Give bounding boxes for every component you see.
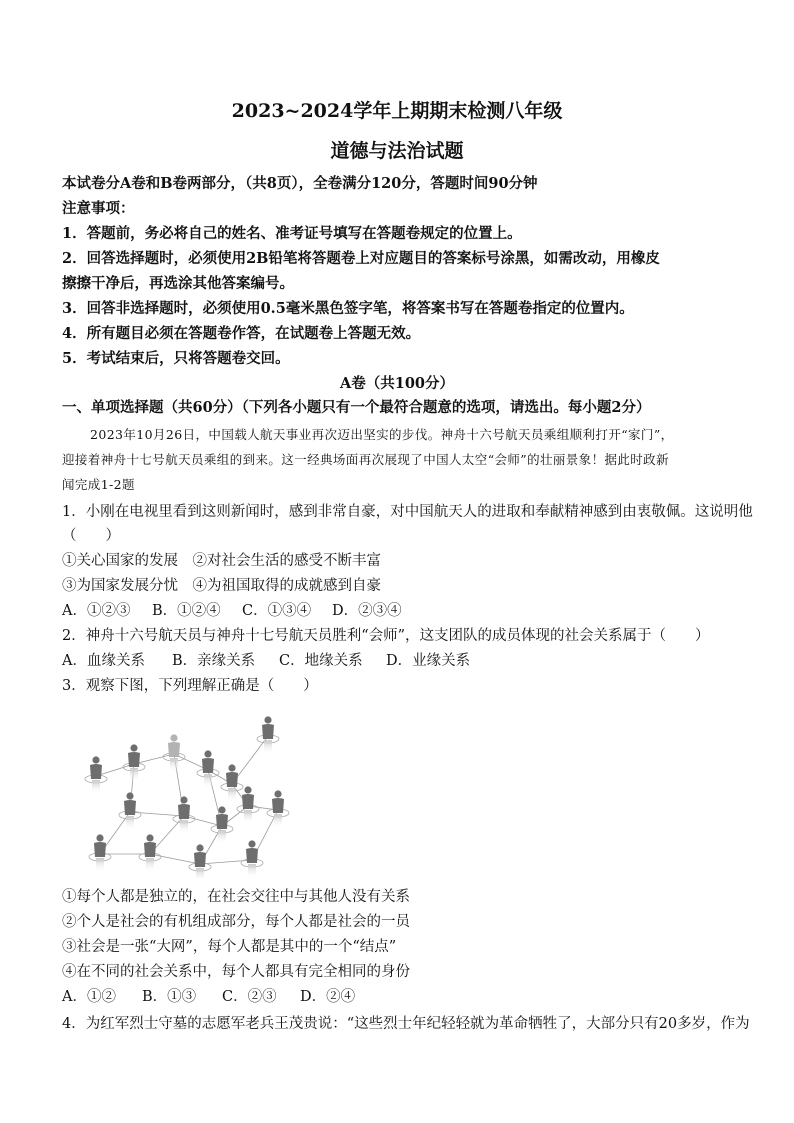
- option-c: C．地缘关系: [279, 653, 363, 669]
- person-figure: [163, 734, 185, 772]
- material-line: 2023年10月26日，中国载人航天事业再次迈出坚实的步伐。神舟十六号航天员乘组顺利打开“家门”，: [90, 427, 674, 442]
- option-b: B．①②④: [152, 603, 221, 619]
- social-network-illustration: [72, 700, 304, 878]
- notice-item: 3．回答非选择题时，必须使用0.5毫米黑色签字笔，将答案书写在答题卷指定的位置内。: [62, 300, 634, 317]
- question-stem: 3．观察下图，下列理解正确是（ ）: [62, 678, 318, 694]
- notice-item: 4．所有题目必须在答题卷作答，在试题卷上答题无效。: [62, 325, 421, 342]
- statement: ③为国家发展分忧 ④为祖国取得的成就感到自豪: [62, 578, 381, 594]
- network-link: [134, 754, 174, 764]
- notice-item: 1．答题前，务必将自己的姓名、准考证号填写在答题卷规定的位置上。: [62, 225, 522, 242]
- question-stem: 1．小刚在电视里看到这则新闻时，感到非常自豪，对中国航天人的进取和奉献精神感到由衷敬佩。这说明他: [62, 504, 753, 520]
- material-line: 迎接着神舟十七号航天员乘组的到来。这一经典场面再次展现了中国人太空“会师”的壮丽景象！据此时政新: [62, 452, 669, 467]
- part-heading: 一、单项选择题（共60分）（下列各小题只有一个最符合题意的选项，请选出。每小题2分）: [62, 399, 651, 416]
- person-figure: [139, 834, 161, 872]
- question-stem: 4．为红军烈士守墓的志愿军老兵王茂贵说：“这些烈士年纪轻轻就为革命牺牲了，大部分只有20多岁，作为: [62, 1016, 750, 1032]
- option-b: B．①③: [142, 989, 197, 1005]
- notice-item: 5．考试结束后，只将答题卷交回。: [62, 350, 290, 367]
- notice-item: 2．回答选择题时，必须使用2B铅笔将答题卷上对应题目的答案标号涂黑，如需改动，用橡皮: [62, 250, 660, 267]
- answer-options: [62, 985, 380, 1006]
- statement: ①每个人都是独立的，在社会交往中与其他人没有关系: [62, 889, 410, 905]
- statement: ①关心国家的发展 ②对社会生活的感受不断丰富: [62, 553, 381, 569]
- notice-heading: 注意事项：: [62, 200, 135, 217]
- statement: ②个人是社会的有机组成部分，每个人都是社会的一员: [62, 914, 410, 930]
- person-figure: [237, 786, 259, 824]
- answer-options: [62, 649, 486, 670]
- person-figure: [257, 716, 279, 754]
- person-figure: [189, 844, 211, 878]
- question-stem: 2．神舟十六号航天员与神舟十七号航天员胜利“会师”，这支团队的成员体现的社会关系属于（ ）: [62, 628, 710, 644]
- option-b: B．亲缘关系: [172, 653, 256, 669]
- option-a: A．①②③: [62, 603, 131, 619]
- section-title: A卷（共100分）: [339, 375, 455, 392]
- exam-subtitle: 道德与法治试题: [330, 140, 464, 162]
- notice-item: 擦擦干净后，再选涂其他答案编号。: [62, 275, 294, 292]
- notice-intro: 本试卷分A卷和B卷两部分，（共8页），全卷满分120分，答题时间90分钟: [62, 175, 538, 192]
- social-network-figure: [72, 700, 304, 878]
- statement: ③社会是一张“大网”，每个人都是其中的一个“结点”: [62, 939, 397, 955]
- option-a: A．血缘关系: [62, 653, 145, 669]
- option-d: D．②③④: [332, 603, 402, 619]
- person-figure: [85, 756, 107, 794]
- answer-options: [62, 599, 422, 620]
- option-a: A．①②: [62, 989, 116, 1005]
- person-figure: [221, 764, 243, 802]
- option-d: D．业缘关系: [386, 653, 471, 669]
- material-line: 闻完成1-2题: [62, 477, 135, 492]
- person-figure: [89, 834, 111, 872]
- person-figure: [211, 806, 233, 844]
- person-figure: [123, 744, 145, 782]
- exam-title: 2023~2024学年上期期末检测八年级: [231, 100, 563, 122]
- statement: ④在不同的社会关系中，每个人都具有完全相同的身份: [62, 964, 410, 980]
- option-c: C．②③: [222, 989, 277, 1005]
- network-link: [150, 854, 200, 864]
- option-c: C．①③④: [242, 603, 312, 619]
- option-d: D．②④: [300, 989, 356, 1005]
- person-figure: [197, 750, 219, 788]
- person-figure: [119, 792, 141, 830]
- question-stem: （ ）: [62, 528, 120, 544]
